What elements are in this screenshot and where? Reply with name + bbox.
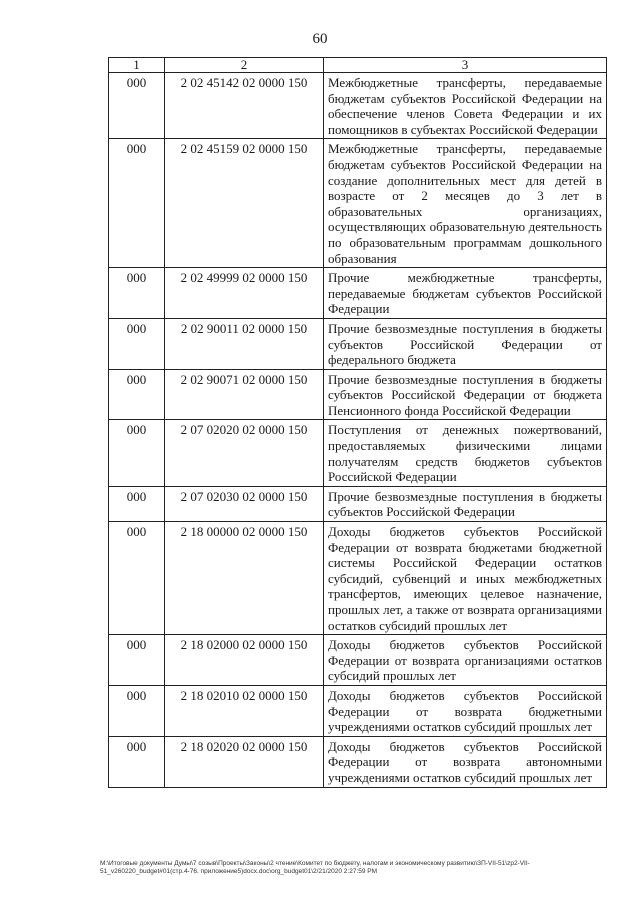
- admin-code-cell: 000: [109, 420, 165, 486]
- income-code-cell: 2 18 02020 02 0000 150: [165, 736, 324, 787]
- table-row: [109, 369, 607, 420]
- admin-code-cell: 000: [109, 268, 165, 319]
- income-name-cell: Прочие межбюджетные трансферты, передаваемые бюджетам субъектов Российской Федерации: [324, 268, 607, 319]
- table-row: [109, 522, 607, 635]
- admin-code-cell: 000: [109, 522, 165, 635]
- column-header-3: 3: [324, 58, 607, 73]
- file-path-footer: [100, 860, 630, 876]
- income-name-cell: Доходы бюджетов субъектов Российской Федерации от возврата бюджетами бюджетной системы Российской Федерации остатков субсидий, субвенций и иных межбюджетных трансфертов, имеющих целевое назначение, прошлых лет, а также от возврата организациями остатков субсидий прошлых лет: [324, 522, 607, 635]
- table-row: [109, 486, 607, 521]
- income-name-cell: Прочие безвозмездные поступления в бюджеты субъектов Российской Федерации: [324, 486, 607, 521]
- income-name-cell: Доходы бюджетов субъектов Российской Федерации от возврата автономными учреждениями остатков субсидий прошлых лет: [324, 736, 607, 787]
- admin-code-cell: 000: [109, 736, 165, 787]
- admin-code-cell: 000: [109, 73, 165, 139]
- admin-code-cell: 000: [109, 318, 165, 369]
- income-code-cell: 2 02 49999 02 0000 150: [165, 268, 324, 319]
- income-name-cell: Поступления от денежных пожертвований, предоставляемых физическими лицами получателям средств бюджетов субъектов Российской Федерации: [324, 420, 607, 486]
- table-row: [109, 73, 607, 139]
- income-code-cell: 2 07 02030 02 0000 150: [165, 486, 324, 521]
- income-code-cell: 2 02 45159 02 0000 150: [165, 139, 324, 268]
- income-name-cell: Прочие безвозмездные поступления в бюджеты субъектов Российской Федерации от федерального бюджета: [324, 318, 607, 369]
- table-row: [109, 736, 607, 787]
- admin-code-cell: 000: [109, 139, 165, 268]
- income-name-cell: Межбюджетные трансферты, передаваемые бюджетам субъектов Российской Федерации на обеспечение членов Совета Федерации и их помощников в субъектах Российской Федерации: [324, 73, 607, 139]
- income-code-cell: 2 18 02010 02 0000 150: [165, 685, 324, 736]
- budget-classification-table: [108, 57, 607, 788]
- income-code-cell: 2 18 02000 02 0000 150: [165, 635, 324, 686]
- table-row: [109, 139, 607, 268]
- income-code-cell: 2 18 00000 02 0000 150: [165, 522, 324, 635]
- income-name-cell: Прочие безвозмездные поступления в бюджеты субъектов Российской Федерации от бюджета Пенсионного фонда Российской Федерации: [324, 369, 607, 420]
- income-name-cell: Доходы бюджетов субъектов Российской Федерации от возврата организациями остатков субсидий прошлых лет: [324, 635, 607, 686]
- footer-path-line: 51_v260220_budget#01(стр.4-76. приложение5)docx.doc\org_budget01\2/21/2020 2:27:59 PM: [100, 868, 378, 875]
- income-code-cell: 2 02 90011 02 0000 150: [165, 318, 324, 369]
- footer-path-line: М:\Итоговые документы Думы\7 созыв\Проекты\Законы\2 чтение\Комитет по бюджету, налогам и экономическому развитию\ЗП-VII-51\zp2-VII-: [100, 860, 530, 867]
- income-name-cell: Доходы бюджетов субъектов Российской Федерации от возврата бюджетными учреждениями остатков субсидий прошлых лет: [324, 685, 607, 736]
- income-code-cell: 2 02 45142 02 0000 150: [165, 73, 324, 139]
- column-header-1: 1: [109, 58, 165, 73]
- table-row: [109, 635, 607, 686]
- admin-code-cell: 000: [109, 369, 165, 420]
- admin-code-cell: 000: [109, 685, 165, 736]
- table-row: [109, 318, 607, 369]
- table-row: [109, 420, 607, 486]
- admin-code-cell: 000: [109, 635, 165, 686]
- table-header-row: [109, 58, 607, 73]
- table-row: [109, 268, 607, 319]
- page-number: 60: [312, 31, 328, 47]
- income-code-cell: 2 02 90071 02 0000 150: [165, 369, 324, 420]
- admin-code-cell: 000: [109, 486, 165, 521]
- column-header-2: 2: [165, 58, 324, 73]
- income-name-cell: Межбюджетные трансферты, передаваемые бюджетам субъектов Российской Федерации на создание дополнительных мест для детей в возрасте от 2 месяцев до 3 лет в образовательных организациях, осуществляющих образовательную деятельность по образовательным программам дошкольного образования: [324, 139, 607, 268]
- table-row: [109, 685, 607, 736]
- income-code-cell: 2 07 02020 02 0000 150: [165, 420, 324, 486]
